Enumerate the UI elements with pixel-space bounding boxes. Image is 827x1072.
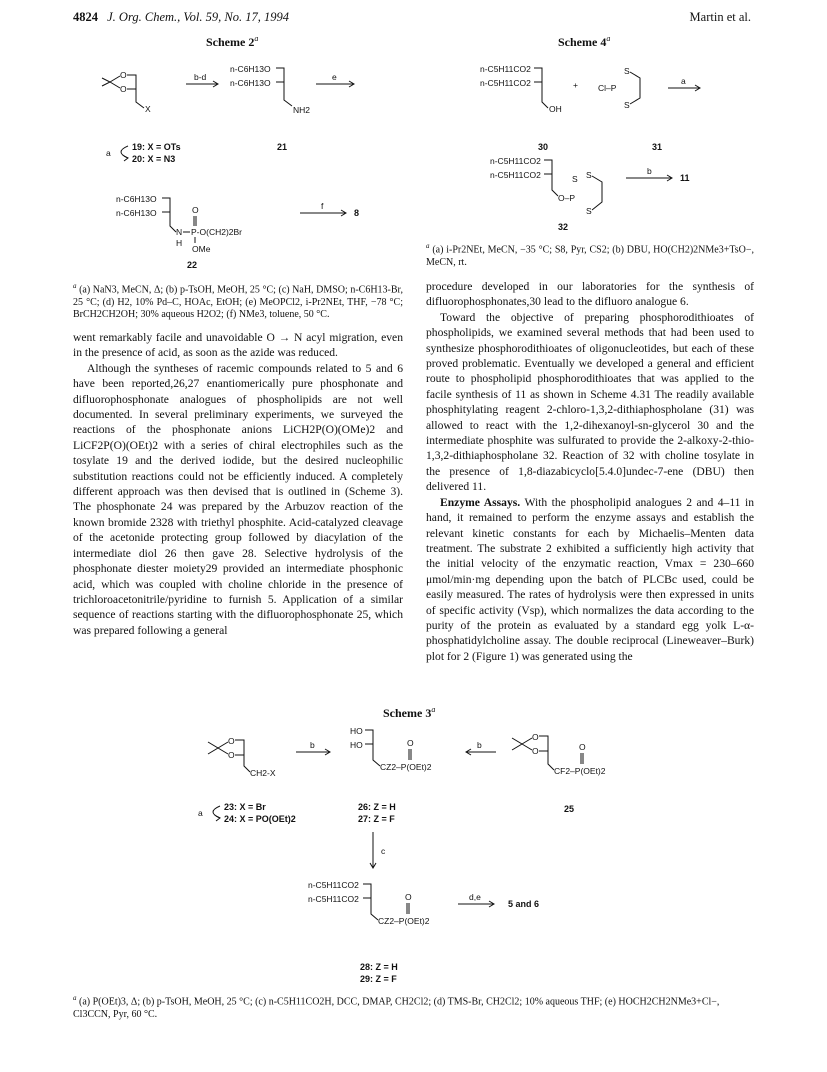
arrow-f-label: f bbox=[321, 201, 324, 211]
ch2x-group: CH2-X bbox=[250, 768, 276, 778]
plus-sign: + bbox=[573, 80, 578, 90]
cpd21-label: 21 bbox=[277, 142, 288, 152]
arrow-b-label-1: b bbox=[310, 740, 315, 750]
scheme4-footnote: $^a$ (a) i-Pr2NEt, MeCN, −35 °C; S8, Pyr, CS2; (b) DBU, HO(CH2)2NMe3+TsO−, MeCN, rt. bbox=[426, 242, 755, 268]
svg-text:O: O bbox=[532, 746, 539, 756]
s-atom-1: S bbox=[624, 66, 630, 76]
cpd30-label: 30 bbox=[538, 142, 549, 152]
cz2-group: CZ2–P(OEt)2 bbox=[380, 762, 432, 772]
cpd29-label: 29: Z = F bbox=[360, 974, 397, 984]
authors-header: Martin et al. bbox=[689, 10, 751, 24]
cpd26-label: 26: Z = H bbox=[358, 802, 396, 812]
scheme3-title: Scheme 3$^a$ bbox=[383, 705, 436, 720]
cpd27-label: 27: Z = F bbox=[358, 814, 395, 824]
svg-text:O: O bbox=[228, 736, 235, 746]
scheme2-diagram bbox=[96, 50, 386, 272]
s-atom-5: S bbox=[586, 206, 592, 216]
cpd22-r2: n-C6H13O bbox=[116, 208, 157, 218]
cpd21-r1: n-C6H13O bbox=[230, 64, 271, 74]
cpd28-r2: n-C5H11CO2 bbox=[308, 894, 359, 904]
s-atom-4: S bbox=[586, 170, 592, 180]
cpd24-label: 24: X = PO(OEt)2 bbox=[224, 814, 296, 824]
svg-text:O: O bbox=[532, 732, 539, 742]
cpd23-label: 23: X = Br bbox=[224, 802, 266, 812]
scheme2-title: Scheme 2$^a$ bbox=[206, 34, 259, 49]
ho-group-1: HO bbox=[350, 726, 363, 736]
left-paragraph-1: went remarkably facile and unavoidable O → N acyl migration, even in the presence of acid, as soon as the azide was reduced. bbox=[73, 331, 403, 360]
step-a-label: a bbox=[106, 148, 111, 158]
arrow-c-label: c bbox=[381, 846, 386, 856]
arrow-b-label-2: b bbox=[477, 740, 482, 750]
phosphonate-group: P-O(CH2)2Br bbox=[191, 227, 243, 237]
cf2-group: CF2–P(OEt)2 bbox=[554, 766, 606, 776]
right-paragraph-1: procedure developed in our laboratories for the synthesis of difluorophosphonates,30 lead to the difluoro analogue 6. bbox=[426, 280, 754, 309]
cpd30-r1: n-C5H11CO2 bbox=[480, 64, 531, 74]
ho-group-2: HO bbox=[350, 740, 363, 750]
cz2-group-2: CZ2–P(OEt)2 bbox=[378, 916, 430, 926]
cpd21-r2: n-C6H13O bbox=[230, 78, 271, 88]
s-atom-3: S bbox=[572, 174, 578, 184]
p-oxo-3: O bbox=[405, 892, 412, 902]
cpd25-label: 25 bbox=[564, 804, 575, 814]
left-column-text bbox=[73, 330, 403, 638]
products-5-and-6: 5 and 6 bbox=[508, 899, 540, 909]
h-atom: H bbox=[176, 238, 183, 248]
arrow-bd-label: b-d bbox=[194, 72, 207, 82]
arrow-de-label: d,e bbox=[469, 892, 481, 902]
scheme3-footnote: $^a$ (a) P(OEt)3, Δ; (b) p-TsOH, MeOH, 25 °C; (c) n-C5H11CO2H, DCC, DMAP, CH2Cl2; (d) TMS-Br, CH2Cl2; 10% aqueous THF; (e) HOCH2CH2NMe3+Cl−, Cl3CCN, Pyr, 60 °C. bbox=[73, 994, 720, 1020]
svg-text:O: O bbox=[228, 750, 235, 760]
oh-group: OH bbox=[549, 104, 562, 114]
x-substituent: X bbox=[145, 104, 151, 114]
cpd32-r2: n-C5H11CO2 bbox=[490, 170, 541, 180]
cpd20-label: 20: X = N3 bbox=[132, 154, 176, 164]
n-atom: N bbox=[176, 227, 183, 237]
s-atom-2: S bbox=[624, 100, 630, 110]
right-paragraph-2: Toward the objective of preparing phosphorodithioates of phospholipids, we examined several methods that had been used to synthesize phosphorodithioates of oligonucleotides, but each of these proved problematic. Eventually we developed a general and efficient route to phospholipid phosphorodithioates that was applied to the facile synthesis of 11 as shown in Scheme 4.31 The readily available phosphitylating reagent 2-chloro-1,3,2-dithiaphospholane (31) was allowed to react with the 1,2-dihexanoyl-sn-glycerol 30 and the intermediate phosphite was sulfurated to provide the 2-alkoxy-2-thio-1,3,2-dithiaphospholane 32. Reaction of 32 with choline tosylate in the presence of 1,8-diazabicyclo[5.4.0]undec-7-ene (DBU) then delivered 11. bbox=[426, 310, 754, 494]
enzyme-assays-heading: Enzyme Assays. bbox=[440, 495, 521, 509]
cpd32-label: 32 bbox=[558, 222, 569, 232]
product-11: 11 bbox=[680, 173, 690, 183]
acetonide-methyls bbox=[102, 78, 110, 86]
page-number: 4824 bbox=[73, 10, 98, 24]
step-a-label: a bbox=[198, 808, 203, 818]
left-paragraph-2: Although the syntheses of racemic compounds related to 5 and 6 have been reported,26,27 enantiomerically pure phosphonate and difluorophosphonate analogues of phospholipids are not well documented. In several preliminary experiments, we surveyed the reactions of the phosphonate anions LiCH2P(O)(OMe)2 and LiCF2P(O)(OEt)2 with a series of chiral electrophiles such as the tosylate 19 and the derived iodide, but the desired nucleophilic substitution reactions could not be efficiently induced. A completely different approach was then devised that is outlined in (Scheme 3). The phosphonate 24 was prepared by the Arbuzov reaction of the known bromide 2328 with triethyl phosphite. Acid-catalyzed cleavage of the acetonide protecting group followed by diacylation of the intermediate diol 26 then gave 28. Selective hydrolysis of the phosphonate diester moiety29 provided an intermediate phosphonic acid, which was coupled with choline chloride in the presence of trichloroacetonitrile/pyridine to furnish 5. Application of a similar sequence of reactions starting with the difluorophosphonate 25, which was prepared following a general bbox=[73, 361, 403, 637]
nh2-group: NH2 bbox=[293, 105, 311, 115]
p-oxo-2: O bbox=[579, 742, 586, 752]
running-header bbox=[73, 10, 289, 25]
scheme4-diagram bbox=[478, 50, 768, 236]
journal-citation: J. Org. Chem., Vol. 59, No. 17, 1994 bbox=[107, 10, 289, 24]
cl-p-group: Cl–P bbox=[598, 83, 617, 93]
arrow-b-label: b bbox=[647, 166, 652, 176]
arrow-e-label: e bbox=[332, 72, 337, 82]
cpd30-r2: n-C5H11CO2 bbox=[480, 78, 531, 88]
scheme4-title: Scheme 4$^a$ bbox=[558, 34, 611, 49]
cpd31-label: 31 bbox=[652, 142, 663, 152]
arrow-a-label: a bbox=[681, 76, 686, 86]
right-column-text bbox=[426, 279, 754, 664]
cpd19-label: 19: X = OTs bbox=[132, 142, 181, 152]
cpd28-label: 28: Z = H bbox=[360, 962, 398, 972]
svg-text:O: O bbox=[120, 70, 127, 80]
cpd32-r1: n-C5H11CO2 bbox=[490, 156, 541, 166]
ome-group: OMe bbox=[192, 244, 211, 254]
p-oxo: O bbox=[192, 205, 199, 215]
enzyme-assays-text: With the phospholipid analogues 2 and 4–11 in hand, it remained to perform the enzyme assays and establish the relevant kinetic constants for each by Michaelis–Menten data treatment. The substrate 2 exhibited a sufficiently high activity that the initial velocity of the enzymatic reaction, Vmax = 230–660 μmol/min·mg depending upon the batch of PLCBc used, could be easily measured. The rates of hydrolysis were then expressed in units of specific activity (Vsp), which normalizes the data according to the purity of the protein as evaluated by a standard egg yolk L-α-phosphatidylcholine assay. The double reciprocal (Lineweaver–Burk) plot for 2 (Figure 1) was generated using the bbox=[426, 495, 754, 663]
right-paragraph-3 bbox=[426, 495, 754, 664]
cpd22-label: 22 bbox=[187, 260, 198, 270]
o-p-group: O–P bbox=[558, 193, 576, 203]
scheme2-footnote: $^a$ (a) NaN3, MeCN, Δ; (b) p-TsOH, MeOH, 25 °C; (c) NaH, DMSO; n-C6H13-Br, 25 °C; (d) H2, 10% Pd–C, HOAc, EtOH; (e) MeOPCl2, i-Pr2NEt, THF, −78 °C; BrCH2CH2OH; 30% aqueous H2O2; (f) NMe3, toluene, 50 °C. bbox=[73, 282, 403, 321]
product-8: 8 bbox=[354, 208, 360, 218]
cpd28-r1: n-C5H11CO2 bbox=[308, 880, 359, 890]
scheme3-diagram bbox=[190, 720, 630, 990]
svg-text:O: O bbox=[120, 84, 127, 94]
cpd22-r1: n-C6H13O bbox=[116, 194, 157, 204]
p-oxo-1: O bbox=[407, 738, 414, 748]
